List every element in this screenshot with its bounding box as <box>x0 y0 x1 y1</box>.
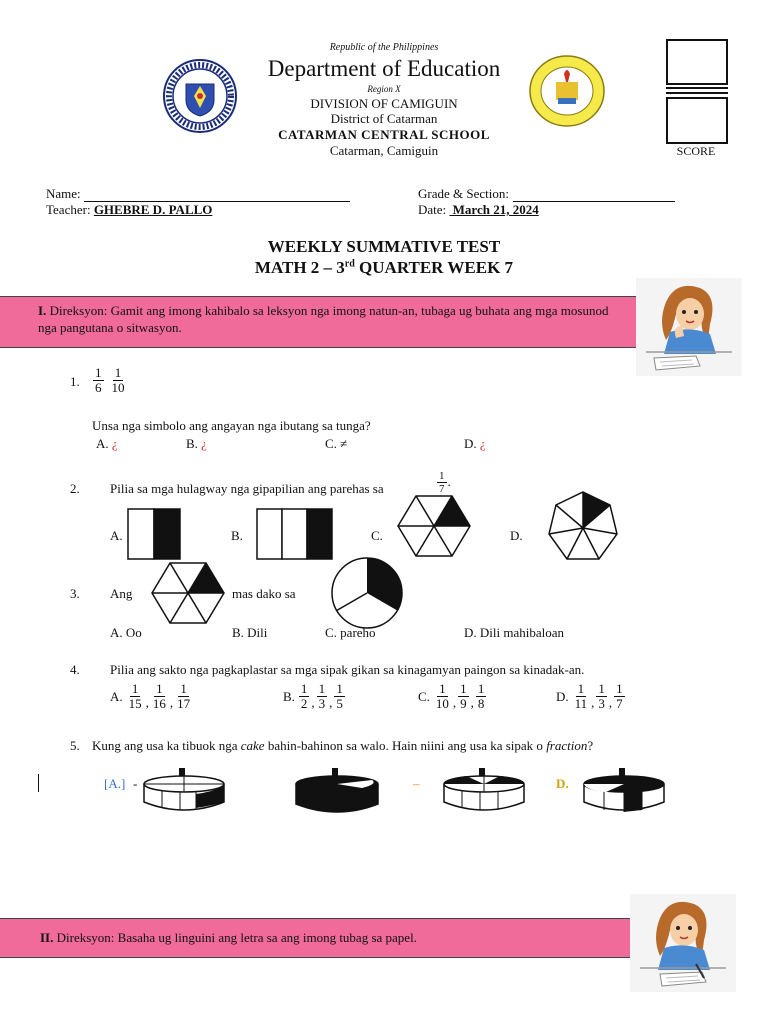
score-label: SCORE <box>676 144 716 158</box>
q5-a-cake-icon[interactable] <box>140 764 228 816</box>
q1-option-d[interactable] <box>464 436 486 452</box>
q4-c-label: C. <box>418 688 430 704</box>
q3-circle-third-icon <box>330 556 404 630</box>
q2-b-rectangle-thirds-icon[interactable] <box>256 508 334 560</box>
section-2-directions <box>40 930 417 946</box>
q4-d-n3: 1 <box>616 681 623 696</box>
q1-a-symbol: ¿ <box>111 436 118 451</box>
q4-a-c2: , <box>169 695 174 710</box>
q5-text-pre: Kung ang usa ka tibuok nga <box>92 738 241 753</box>
q4-d-n1: 1 <box>577 681 585 696</box>
q1-option-a[interactable] <box>96 436 118 452</box>
date-label: Date: <box>418 202 447 217</box>
q4-b-n1: 1 <box>300 681 308 696</box>
q2-fraction <box>436 470 451 495</box>
name-field[interactable] <box>84 189 350 202</box>
date-row <box>418 202 539 218</box>
region-text: Region X <box>367 84 401 94</box>
q3-option-c[interactable]: C. pareho <box>325 625 376 640</box>
q1-fractions <box>92 366 128 395</box>
q3-option-d[interactable]: D. Dili mahibaloan <box>464 625 565 640</box>
department-title: Department of Education <box>267 56 501 81</box>
q4-d-d3: 7 <box>616 696 623 711</box>
q2-frac <box>437 470 447 495</box>
girl-thinking-illustration-icon <box>636 278 742 376</box>
q4-a-n3: 1 <box>180 681 187 696</box>
q4-option-a[interactable] <box>110 682 193 711</box>
q5-c-dash: – <box>413 776 420 791</box>
q1-fraction-2 <box>110 366 127 395</box>
q3-option-b[interactable]: B. Dili <box>232 625 268 640</box>
q1-f1-num: 1 <box>95 365 102 380</box>
q4-c-c1: , <box>452 695 457 710</box>
subtitle-sup: rd <box>344 258 355 270</box>
q2-a-rectangle-half-icon[interactable] <box>127 508 181 560</box>
location-text: Catarman, Camiguin <box>329 143 439 158</box>
q4-d-label: D. <box>556 688 569 704</box>
score-divider-2 <box>666 92 728 94</box>
grade-field[interactable] <box>513 189 675 202</box>
q4-c-d3: 8 <box>477 696 485 711</box>
school-name: CATARMAN CENTRAL SCHOOL <box>278 127 490 142</box>
q1-b-symbol: ¿ <box>201 436 207 451</box>
q2-frac-den: 7 <box>439 483 445 495</box>
q4-d-d1: 11 <box>574 696 588 711</box>
teacher-row <box>46 202 212 218</box>
q3-mas-dako: mas dako sa <box>232 586 296 601</box>
q3-option-a[interactable]: A. Oo <box>110 625 142 640</box>
q2-question: Pilia sa mga hulagway nga gipapilian ang parehas sa <box>110 481 384 496</box>
q5-text-mid: bahin-bahinon sa walo. Hain niini ang usa ka sipak o <box>264 738 547 753</box>
q4-a-n1: 1 <box>131 681 139 696</box>
q3-ang: Ang <box>110 586 133 601</box>
q4-a-d1: 15 <box>128 696 142 711</box>
deped-seal-icon <box>162 58 238 134</box>
q1-option-c[interactable]: C. ≠ <box>325 436 348 451</box>
test-title: WEEKLY SUMMATIVE TEST <box>267 237 501 256</box>
q5-cake: cake <box>240 738 265 753</box>
q2-c-hexagon-icon[interactable] <box>396 494 472 558</box>
q1-a-label: A. <box>96 436 109 451</box>
q1-d-symbol: ¿ <box>479 436 486 451</box>
q2-number: 2. <box>70 481 80 496</box>
district-text: District of Catarman <box>330 111 438 126</box>
score-divider-1 <box>666 87 728 89</box>
q4-a-n2: 1 <box>156 681 163 696</box>
q5-a-dash: - <box>133 776 138 791</box>
q5-fraction: fraction <box>546 738 588 753</box>
q3-hexagon-icon <box>150 561 226 625</box>
q4-a-c1: , <box>145 695 149 710</box>
republic-text: Republic of the Philippines <box>329 42 439 53</box>
q2-period: . <box>447 474 451 490</box>
q4-d-n2: 1 <box>598 681 605 696</box>
q2-option-a[interactable]: A. <box>110 528 123 543</box>
q4-c-d1: 10 <box>435 696 449 711</box>
q2-option-d[interactable]: D. <box>510 528 523 543</box>
section-1-directions <box>38 302 618 336</box>
girl-writing-illustration-icon <box>630 894 736 992</box>
subtitle-pre: MATH 2 – 3 <box>254 258 345 277</box>
grade-row <box>418 186 675 202</box>
q4-number: 4. <box>70 662 80 677</box>
q4-a-d2: 16 <box>152 696 166 711</box>
teacher-value: GHEBRE D. PALLO <box>93 202 213 217</box>
q1-f1-den: 6 <box>95 380 102 395</box>
score-box-bottom <box>666 97 728 144</box>
q4-b-d2: 3 <box>318 696 326 711</box>
section-1-label: I. <box>38 303 47 318</box>
q2-frac-num: 1 <box>439 470 445 482</box>
q3-number: 3. <box>70 586 80 601</box>
q1-b-label: B. <box>186 436 198 451</box>
q5-number: 5. <box>70 738 80 753</box>
q5-text-end: ? <box>587 738 594 753</box>
q4-b-c2: , <box>329 695 333 710</box>
q4-a-label: A. <box>110 688 123 704</box>
subtitle-post: QUARTER WEEK 7 <box>354 258 514 277</box>
q4-d-d2: 3 <box>598 696 605 711</box>
school-seal-icon <box>528 54 606 128</box>
grade-label: Grade & Section: <box>418 186 509 201</box>
q1-option-b[interactable] <box>186 436 207 452</box>
q4-b-d1: 2 <box>300 696 308 711</box>
q4-c-d2: 9 <box>460 696 467 711</box>
q1-fraction-1 <box>93 366 104 395</box>
q1-f2-den: 10 <box>111 380 125 395</box>
q4-option-c[interactable] <box>418 682 487 711</box>
q4-option-d[interactable] <box>556 682 626 711</box>
q1-number: 1. <box>70 374 80 389</box>
q5-d-cake-icon[interactable] <box>580 764 668 816</box>
q5-question <box>92 738 593 754</box>
q5-c-cake-icon[interactable] <box>440 764 528 816</box>
q4-c-c2: , <box>470 695 474 710</box>
q4-b-n3: 1 <box>336 681 343 696</box>
q2-option-c[interactable]: C. <box>371 528 383 543</box>
q1-f2-num: 1 <box>114 365 122 380</box>
q4-c-n3: 1 <box>477 681 485 696</box>
section-2-text: Direksyon: Basaha ug linguini ang letra sa ang imong tubag sa papel. <box>53 930 417 945</box>
q1-d-label: D. <box>464 436 477 451</box>
q2-option-b[interactable]: B. <box>231 528 243 543</box>
q4-c-n1: 1 <box>439 681 446 696</box>
q4-b-d3: 5 <box>336 696 343 711</box>
teacher-label: Teacher: <box>46 202 91 217</box>
text-cursor <box>38 774 39 792</box>
q2-d-heptagon-icon[interactable] <box>546 490 620 562</box>
date-value: March 21, 2024 <box>449 202 539 217</box>
q4-a-d3: 17 <box>177 696 191 711</box>
q5-option-d[interactable]: D. <box>556 776 569 791</box>
q1-question: Unsa nga simbolo ang angayan nga ibutang sa tunga? <box>92 418 371 433</box>
division-text: DIVISION OF CAMIGUIN <box>310 96 458 111</box>
q4-question: Pilia ang sakto nga pagkaplastar sa mga sipak gikan sa kinagamyan paingon sa kinadak-an. <box>110 662 585 677</box>
q4-d-c1: , <box>591 695 595 710</box>
section-1-text: Direksyon: Gamit ang imong kahibalo sa leksyon nga imong natun-an, tubaga ug buhata ang mga mosunod nga pangutana o sitwasyon. <box>38 303 609 335</box>
q4-b-n2: 1 <box>318 681 326 696</box>
test-subtitle <box>0 258 768 278</box>
score-box-top <box>666 39 728 85</box>
q4-b-c1: , <box>311 695 315 710</box>
q5-b-cake-icon[interactable] <box>292 764 382 818</box>
q5-option-a[interactable]: [A.] <box>104 776 126 791</box>
name-label: Name: <box>46 186 81 201</box>
q4-d-c2: , <box>608 695 613 710</box>
name-row <box>46 186 350 202</box>
q4-b-label: B. <box>283 688 295 704</box>
q4-c-n2: 1 <box>460 681 467 696</box>
q4-option-b[interactable] <box>283 682 346 711</box>
section-2-label: II. <box>40 930 54 945</box>
